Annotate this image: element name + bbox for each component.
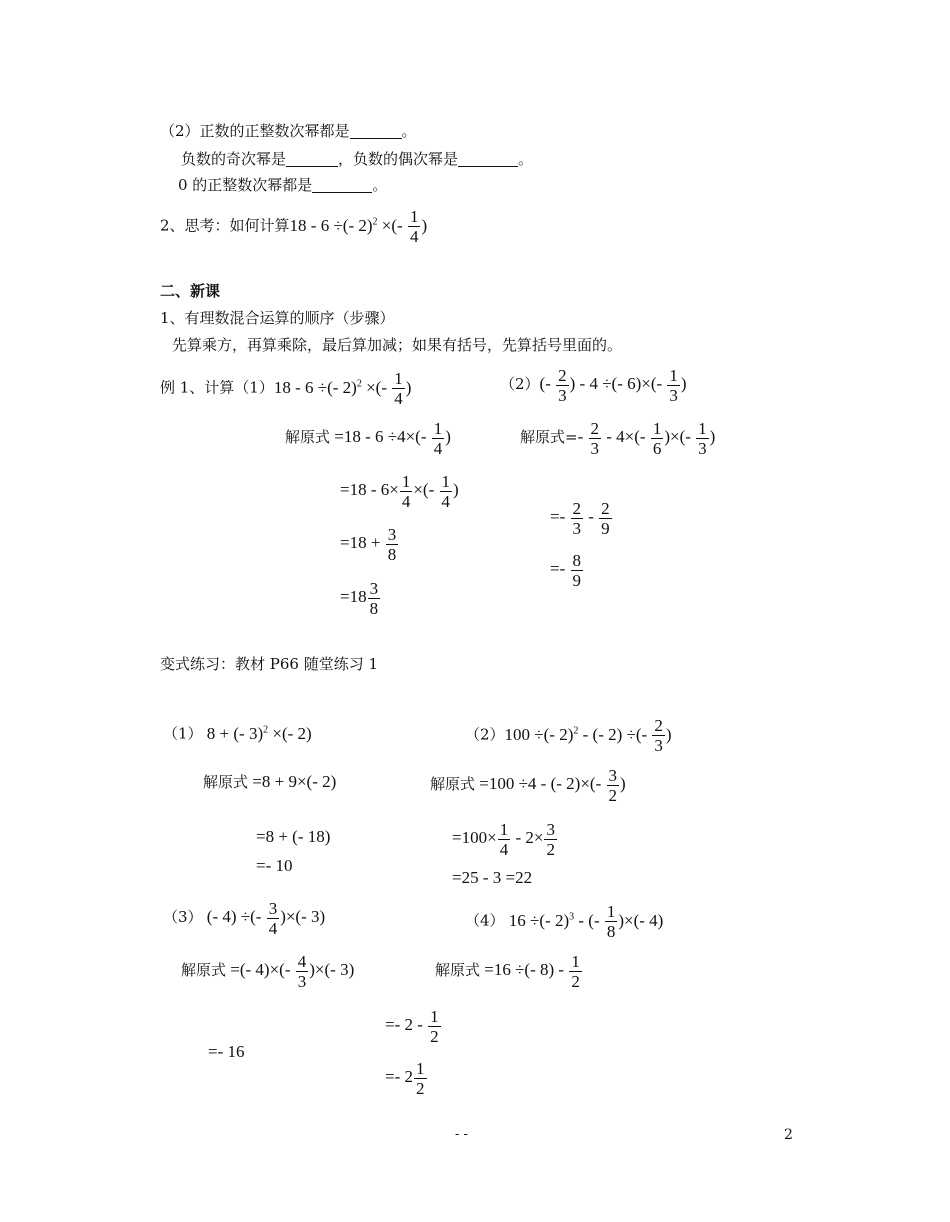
practice-3-problem: （3） (- 4) ÷(- $\frac{3}{4}$ )×(- 3) [163,898,326,938]
example-2-problem: （2）(- $\frac{2}{3}$ ) - 4 ÷(- 6)×(- $\frac{1}{3}$ ) [500,365,687,405]
practice-4-step3: =- 2 $\frac{1}{2}$ [385,1058,425,1098]
review-think: 2、思考：如何计算18 - 6 ÷(- 2)$^2$ ×(- $\frac{1}{4}$ ) [160,207,428,247]
practice-1-step1: 解原式 =8 + 9×(- 2) [203,772,337,791]
practice-1-problem: （1） 8 + (- 3)$^2$ ×(- 2) [163,723,312,743]
section-heading: 二、新课 [160,282,221,300]
practice-4-step2: =- 2 - $\frac{1}{2}$ [385,1006,439,1046]
answer-blank[interactable] [286,166,338,167]
expression: 18 - 6 ÷(- 2)$^2$ ×(- $\frac{1}{4}$ ) [289,207,428,247]
practice-heading: 变式练习：教材 P66 随堂练习 1 [160,655,379,673]
practice-1-step2: =8 + (- 18) [256,827,331,846]
practice-1-step3: =- 10 [256,856,293,875]
example-1-step4: =18 $\frac{3}{8}$ [340,578,379,618]
practice-3-step1: 解原式 =(- 4)×(- $\frac{4}{3}$ )×(- 3) [181,951,355,991]
q2-line1-text: （2）正数的正整数次幂都是 [160,122,350,140]
practice-2-step2: =100× $\frac{1}{4}$ - 2× $\frac{3}{2}$ [452,819,555,859]
answer-blank[interactable] [458,166,518,167]
practice-4-step1: 解原式 =16 ÷(- 8) - $\frac{1}{2}$ [435,951,580,991]
practice-3-step2: =- 16 [208,1042,245,1061]
practice-2-step1: 解原式 =100 ÷4 - (- 2)×(- $\frac{3}{2}$ ) [430,765,626,805]
example-2-step3: =- $\frac{8}{9}$ [550,550,581,590]
page-number: 2 [784,1127,793,1143]
example-1-step1: 解原式 =18 - 6 ÷4×(- $\frac{1}{4}$ ) [285,418,451,458]
item-1: 1、有理数混合运算的顺序（步骤） [160,309,395,327]
review-q2-line2: 负数的奇次幂是 ，负数的偶次幂是 。 [181,150,534,168]
example-2-step2: =- $\frac{2}{3}$ - $\frac{2}{9}$ [550,498,610,538]
review-q2-line3: 0 的正整数次幂都是 。 [178,176,388,194]
footer-center: - - [455,1127,468,1142]
example-1-step3: =18 + $\frac{3}{8}$ [340,524,397,564]
answer-blank[interactable] [350,138,402,139]
practice-4-problem: （4） 16 ÷(- 2)$^3$ - (- $\frac{1}{8}$ )×(- 4) [465,902,664,942]
example-1-problem: 例 1、计算（1）18 - 6 ÷(- 2)$^2$ ×(- $\frac{1}{4}$ ) [160,369,412,409]
example-2-step1: 解原式=- $\frac{2}{3}$ - 4×(- $\frac{1}{6}$ )×(- $\frac{1}{3}$ ) [520,418,716,458]
answer-blank[interactable] [312,192,372,193]
example-1-step2: =18 - 6× $\frac{1}{4}$ ×(- $\frac{1}{4}$ ) [340,471,459,511]
practice-2-problem: （2）100 ÷(- 2)$^2$ - (- 2) ÷(- $\frac{2}{3}$ ) [465,716,672,756]
review-q2-line1: （2）正数的正整数次幂都是 。 [160,122,417,140]
rule-text: 先算乘方，再算乘除，最后算加减；如果有括号，先算括号里面的。 [172,336,623,354]
practice-2-step3: =25 - 3 =22 [452,868,533,887]
